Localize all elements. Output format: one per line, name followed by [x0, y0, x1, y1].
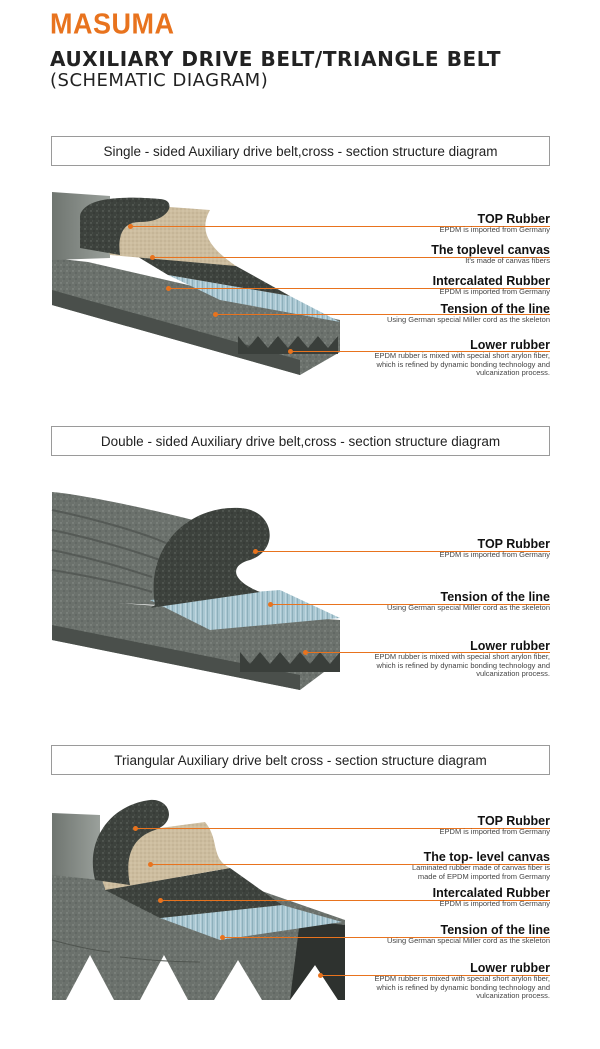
leader-dot — [253, 549, 258, 554]
label-title: Intercalated Rubber — [432, 274, 550, 288]
label-sub: which is refined by dynamic bonding technology and — [376, 359, 550, 369]
label-sub: Using German special Miller cord as the skeleton — [387, 603, 550, 612]
leader-dot — [268, 602, 273, 607]
label-sub: Laminated rubber made of canvas fiber is — [412, 863, 550, 872]
leader-dot — [133, 826, 138, 831]
page-subtitle: (SCHEMATIC DIAGRAM) — [50, 70, 269, 91]
label-title: TOP Rubber — [477, 814, 550, 828]
page-title: AUXILIARY DRIVE BELT/TRIANGLE BELT — [50, 47, 502, 71]
leader-dot — [213, 312, 218, 317]
label-title: The top- level canvas — [423, 850, 550, 864]
leader-dot — [150, 255, 155, 260]
label-sub: EPDM rubber is mixed with special short arylon fiber, — [374, 652, 550, 661]
label-sub: made of EPDM imported from Germany — [417, 871, 550, 881]
label-sub: which is refined by dynamic bonding technology and — [376, 982, 550, 992]
label-sub: EPDM is imported from Germany — [439, 550, 550, 559]
label-sub: EPDM is imported from Germany — [439, 827, 550, 836]
label-title: TOP Rubber — [477, 537, 550, 551]
leader-dot — [220, 935, 225, 940]
label-tension-line — [387, 590, 550, 613]
brand-logo: MASUMA — [50, 8, 175, 40]
label-sub: EPDM rubber is mixed with special short arylon fiber, — [374, 351, 550, 360]
label-sub: Using German special Miller cord as the skeleton — [387, 936, 550, 945]
leader-dot — [158, 898, 163, 903]
label-sub: which is refined by dynamic bonding technology and — [376, 660, 550, 670]
label-intercalated-rubber — [433, 274, 550, 297]
leader-dot — [128, 224, 133, 229]
label-sub: vulcanization process. — [476, 991, 550, 1000]
label-toplevel-canvas — [431, 243, 550, 266]
label-tension-line — [387, 923, 550, 946]
label-sub: vulcanization process. — [476, 669, 550, 678]
label-top-rubber — [440, 814, 550, 837]
label-title: Intercalated Rubber — [432, 886, 550, 900]
label-title: Lower rubber — [470, 961, 550, 975]
label-title: The toplevel canvas — [431, 243, 550, 257]
label-top-rubber — [440, 212, 550, 235]
leader-dot — [318, 973, 323, 978]
label-title: TOP Rubber — [477, 212, 550, 226]
leader-dot — [288, 349, 293, 354]
label-sub: It's made of canvas fibers — [465, 256, 550, 265]
label-lower-rubber — [375, 961, 551, 1001]
label-sub: EPDM is imported from Germany — [439, 287, 550, 296]
label-sub: EPDM rubber is mixed with special short arylon fiber, — [374, 974, 550, 983]
label-toplevel-canvas — [412, 850, 550, 881]
label-sub: Using German special Miller cord as the skeleton — [387, 315, 550, 324]
belt-single — [52, 192, 340, 375]
label-title: Tension of the line — [440, 590, 550, 604]
section-heading-double: Double - sided Auxiliary drive belt,cross - section structure diagram — [51, 426, 550, 456]
label-title: Tension of the line — [440, 923, 550, 937]
label-intercalated-rubber — [433, 886, 550, 909]
leader-dot — [148, 862, 153, 867]
label-lower-rubber — [375, 338, 551, 378]
label-title: Lower rubber — [470, 338, 550, 352]
belt-double — [52, 492, 340, 690]
label-sub: EPDM is imported from Germany — [439, 225, 550, 234]
label-title: Lower rubber — [470, 639, 550, 653]
label-lower-rubber — [375, 639, 551, 679]
section-heading-triangular: Triangular Auxiliary drive belt cross - section structure diagram — [51, 745, 550, 775]
label-sub: EPDM is imported from Germany — [439, 899, 550, 908]
label-top-rubber — [440, 537, 550, 560]
label-sub: vulcanization process. — [476, 368, 550, 377]
leader-dot — [303, 650, 308, 655]
label-tension-line — [387, 302, 550, 325]
section-heading-single: Single - sided Auxiliary drive belt,cross - section structure diagram — [51, 136, 550, 166]
leader-dot — [166, 286, 171, 291]
label-title: Tension of the line — [440, 302, 550, 316]
